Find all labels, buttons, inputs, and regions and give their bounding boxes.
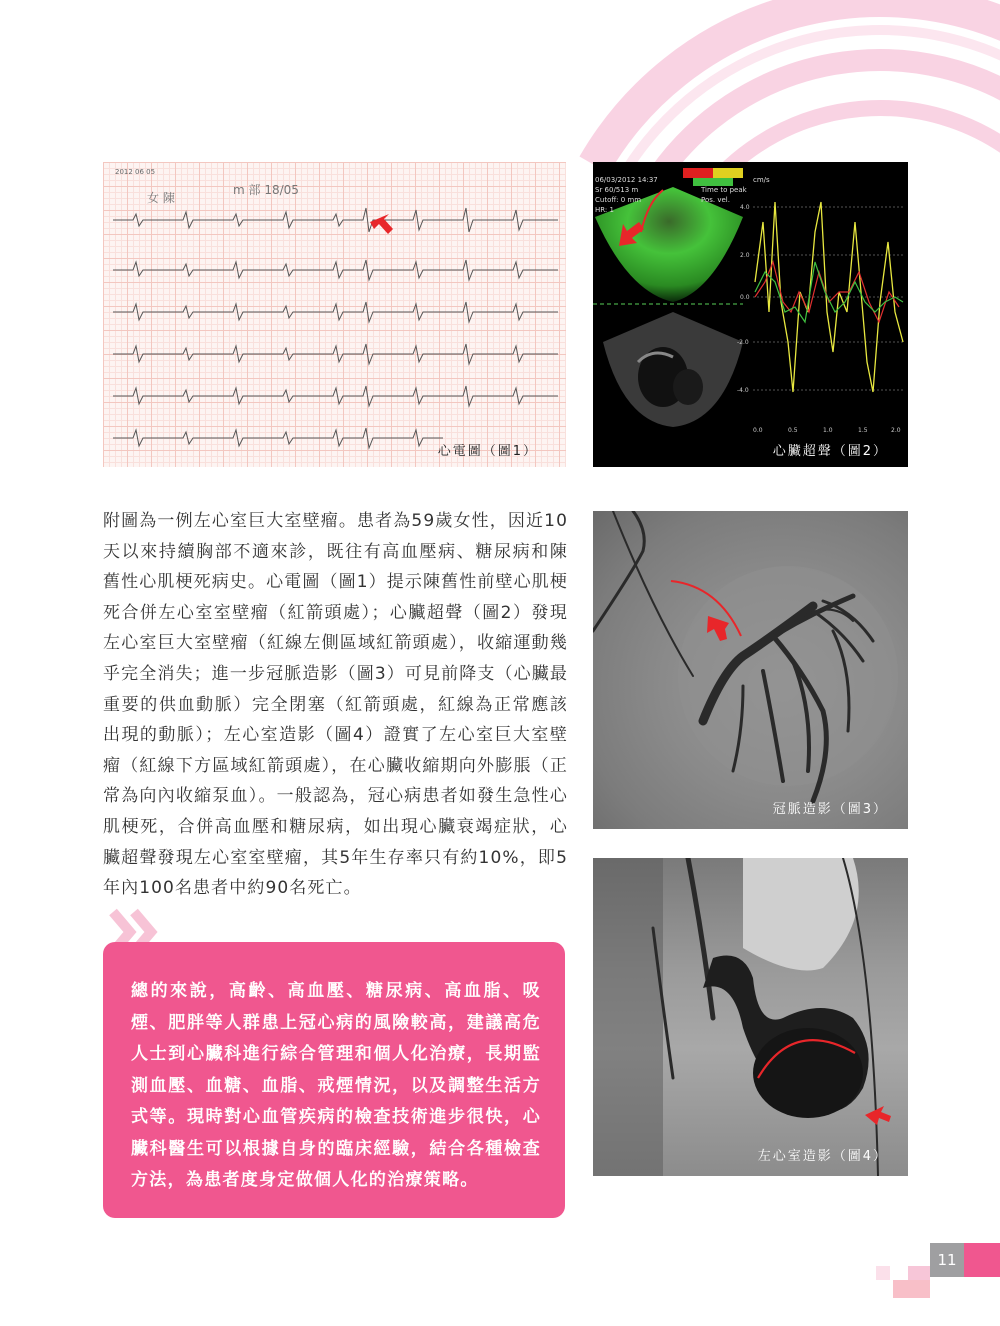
- svg-text:0.5: 0.5: [788, 427, 798, 434]
- body-paragraph: [103, 506, 568, 904]
- deco-square: [876, 1266, 890, 1280]
- summary-callout-text: 總的來說，高齡、高血壓、糖尿病、高血脂、吸煙、肥胖等人群患上冠心病的風險較高，建議高危人士到心臟科進行綜合管理和個人化治療，長期監測血壓、血糖、血脂、戒煙情況，以及調整生活方式等。現時對心血管疾病的檢查技術進步很快，心臟科醫生可以根據自身的臨床經驗，結合各種檢查方法，為患者度身定做個人化的治療策略。: [131, 981, 541, 1190]
- svg-text:-4.0: -4.0: [737, 387, 749, 394]
- deco-square: [893, 1280, 930, 1298]
- svg-text:4.0: 4.0: [740, 204, 750, 211]
- svg-text:女 陳: 女 陳: [147, 191, 175, 205]
- ecg-red-arrow: [370, 214, 393, 234]
- coronary-angiography-figure: [593, 511, 908, 829]
- echo-caption: 心臟超聲（圖2）: [772, 444, 888, 459]
- lv-red-arrow: [865, 1106, 891, 1125]
- body-paragraph-text: 附圖為一例左心室巨大室壁瘤。患者為59歲女性，因近10天以來持續胸部不適來診，既往有高血壓病、糖尿病和陳舊性心肌梗死病史。心電圖（圖1）提示陳舊性前壁心肌梗死合併左心室室壁瘤（紅箭頭處）；心臟超聲（圖2）發現左心室巨大室壁瘤（紅線左側區域紅箭頭處），收縮運動幾乎完全消失；進一步冠脈造影（圖3）可見前降支（心臟最重要的供血動脈）完全閉塞（紅箭頭處，紅線為正常應該出現的動脈）；左心室造影（圖4）證實了左心室巨大室壁瘤（紅線下方區域紅箭頭處），在心臟收縮期向外膨脹（正常為向內收縮泵血）。一般認為，冠心病患者如發生急性心肌梗死，合併高血壓和糖尿病，如出現心臟衰竭症狀，心臟超聲發現左心室室壁瘤，其5年生存率只有約10%，即5年內100名患者中約90名死亡。: [103, 511, 568, 899]
- svg-text:-2.0: -2.0: [737, 339, 749, 346]
- svg-text:cm/s: cm/s: [753, 176, 770, 184]
- echo-image: [593, 162, 908, 467]
- svg-text:Pos. vel.: Pos. vel.: [701, 196, 730, 204]
- svg-text:m 部 18/05: m 部 18/05: [233, 183, 299, 197]
- summary-callout: [103, 942, 565, 1218]
- lv-caption: 左心室造影（圖4）: [757, 1149, 888, 1164]
- lv-angiography-image: [593, 858, 908, 1176]
- svg-text:06/03/2012 14:37: 06/03/2012 14:37: [595, 176, 658, 184]
- page-number: 11: [930, 1243, 964, 1277]
- svg-text:0.0: 0.0: [740, 294, 750, 301]
- echo-figure: [593, 162, 908, 467]
- svg-text:Cutoff: 0 mm: Cutoff: 0 mm: [595, 196, 642, 204]
- ecg-traces: [103, 162, 566, 467]
- svg-text:2.0: 2.0: [740, 252, 750, 259]
- ecg-caption: 心電圖（圖1）: [437, 444, 538, 459]
- svg-text:1.5: 1.5: [858, 427, 868, 434]
- svg-text:1.0: 1.0: [823, 427, 833, 434]
- svg-text:Time to peak: Time to peak: [701, 186, 747, 194]
- svg-text:2012 06 05: 2012 06 05: [115, 168, 156, 176]
- coronary-caption: 冠脈造影（圖3）: [772, 802, 888, 817]
- svg-text:HR: 1: HR: 1: [595, 206, 614, 214]
- svg-text:Sr 60/513 m: Sr 60/513 m: [595, 186, 639, 194]
- ecg-figure: [103, 162, 566, 467]
- coronary-angiography-image: [593, 511, 908, 829]
- svg-text:2.0: 2.0: [891, 427, 901, 434]
- svg-text:0.0: 0.0: [753, 427, 763, 434]
- lv-angiography-figure: [593, 858, 908, 1176]
- deco-square: [963, 1243, 1000, 1277]
